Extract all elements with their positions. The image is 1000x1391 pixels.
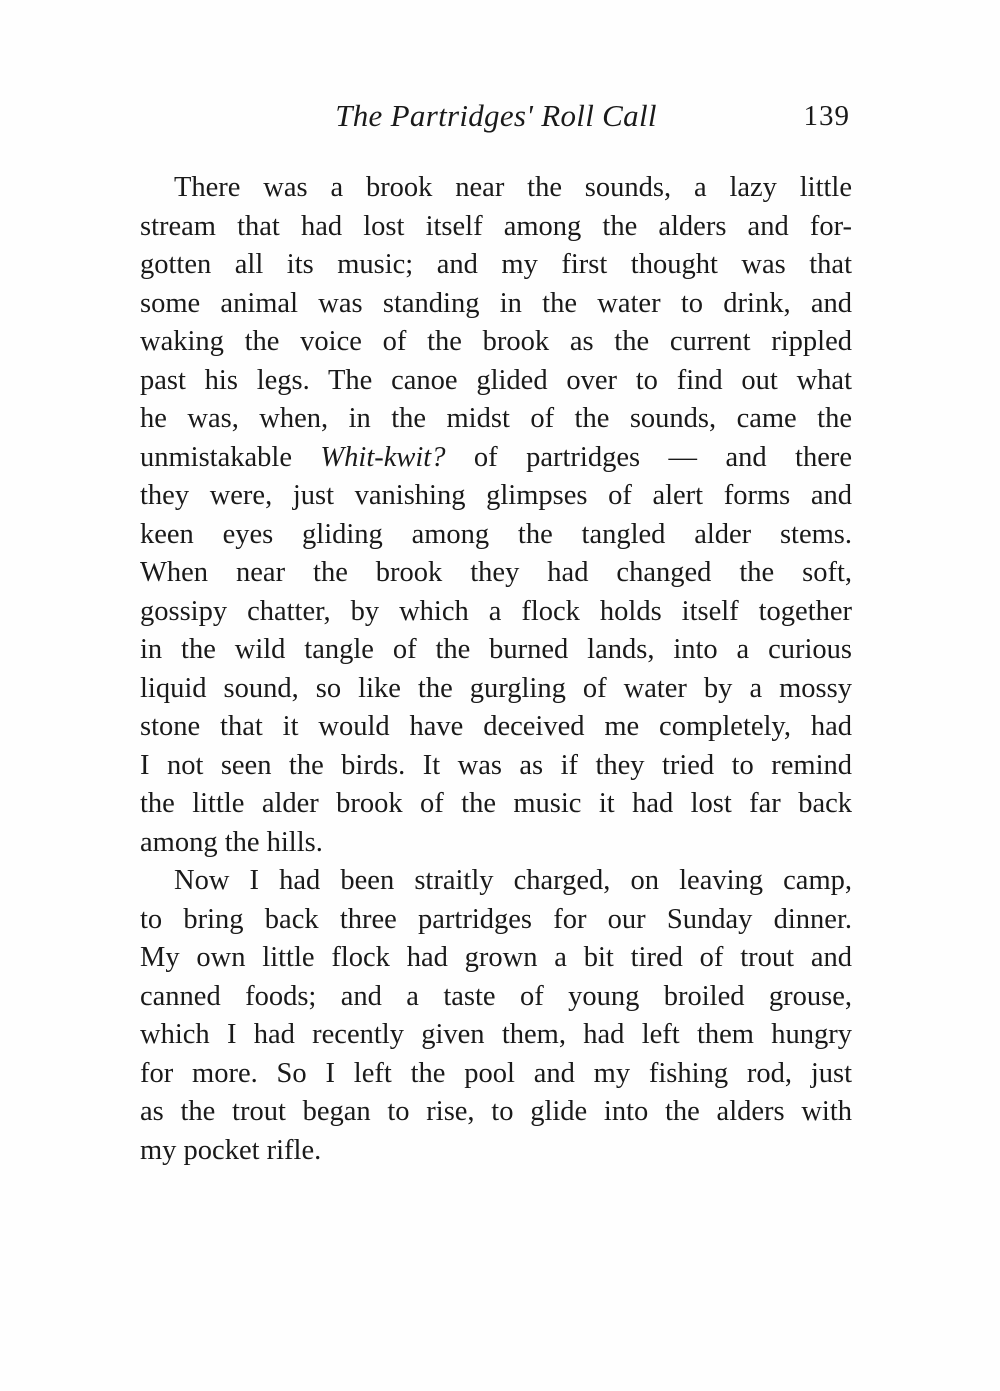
text-line: for more. So I left the pool and my fishing rod, just	[140, 1057, 852, 1089]
text-line: among the hills.	[140, 826, 323, 858]
text-line: they were, just vanishing glimpses of alert forms and	[140, 480, 852, 511]
partridge-call-italic: Whit-kwit?	[320, 441, 446, 473]
text-line-with-italic	[140, 439, 852, 478]
text-line: waking the voice of the brook as the current rippled	[140, 326, 852, 357]
text-line: gossipy chatter, by which a flock holds itself together	[140, 595, 852, 627]
page-number: 139	[803, 100, 850, 132]
text-line: I not seen the birds. It was as if they tried to remind	[140, 749, 852, 781]
text-segment: of partridges — and there	[445, 441, 852, 473]
text-line: gotten all its music; and my first thought was that	[140, 249, 852, 280]
text-line: the little alder brook of the music it had lost far back	[140, 788, 852, 819]
text-line: There was a brook near the sounds, a lazy little	[174, 172, 852, 203]
text-segment: unmistakable	[140, 441, 321, 473]
text-line: in the wild tangle of the burned lands, into a curious	[140, 634, 852, 665]
text-line: some animal was standing in the water to drink, and	[140, 287, 852, 319]
text-line: keen eyes gliding among the tangled alder stems.	[140, 518, 852, 550]
text-line: My own little flock had grown a bit tired of trout and	[140, 942, 852, 973]
running-head	[140, 98, 852, 142]
text-line: stream that had lost itself among the alders and for-	[140, 210, 852, 242]
text-line: Now I had been straitly charged, on leaving camp,	[174, 865, 852, 896]
text-line: liquid sound, so like the gurgling of water by a mossy	[140, 672, 852, 704]
running-title: The Partridges' Roll Call	[335, 98, 657, 133]
text-line: my pocket rifle.	[140, 1134, 322, 1166]
body-text	[140, 169, 852, 1170]
text-line: to bring back three partridges for our Sunday dinner.	[140, 903, 852, 935]
paragraph-2	[140, 862, 852, 1170]
text-line: which I had recently given them, had left them hungry	[140, 1019, 852, 1050]
text-line: past his legs. The canoe glided over to find out what	[140, 364, 852, 396]
text-line: he was, when, in the midst of the sounds, came the	[140, 403, 852, 434]
text-line: When near the brook they had changed the soft,	[140, 557, 852, 588]
paragraph-1	[140, 169, 852, 862]
text-line: stone that it would have deceived me completely, had	[140, 711, 852, 742]
text-line: canned foods; and a taste of young broiled grouse,	[140, 980, 852, 1012]
text-line: as the trout began to rise, to glide into the alders with	[140, 1096, 852, 1127]
